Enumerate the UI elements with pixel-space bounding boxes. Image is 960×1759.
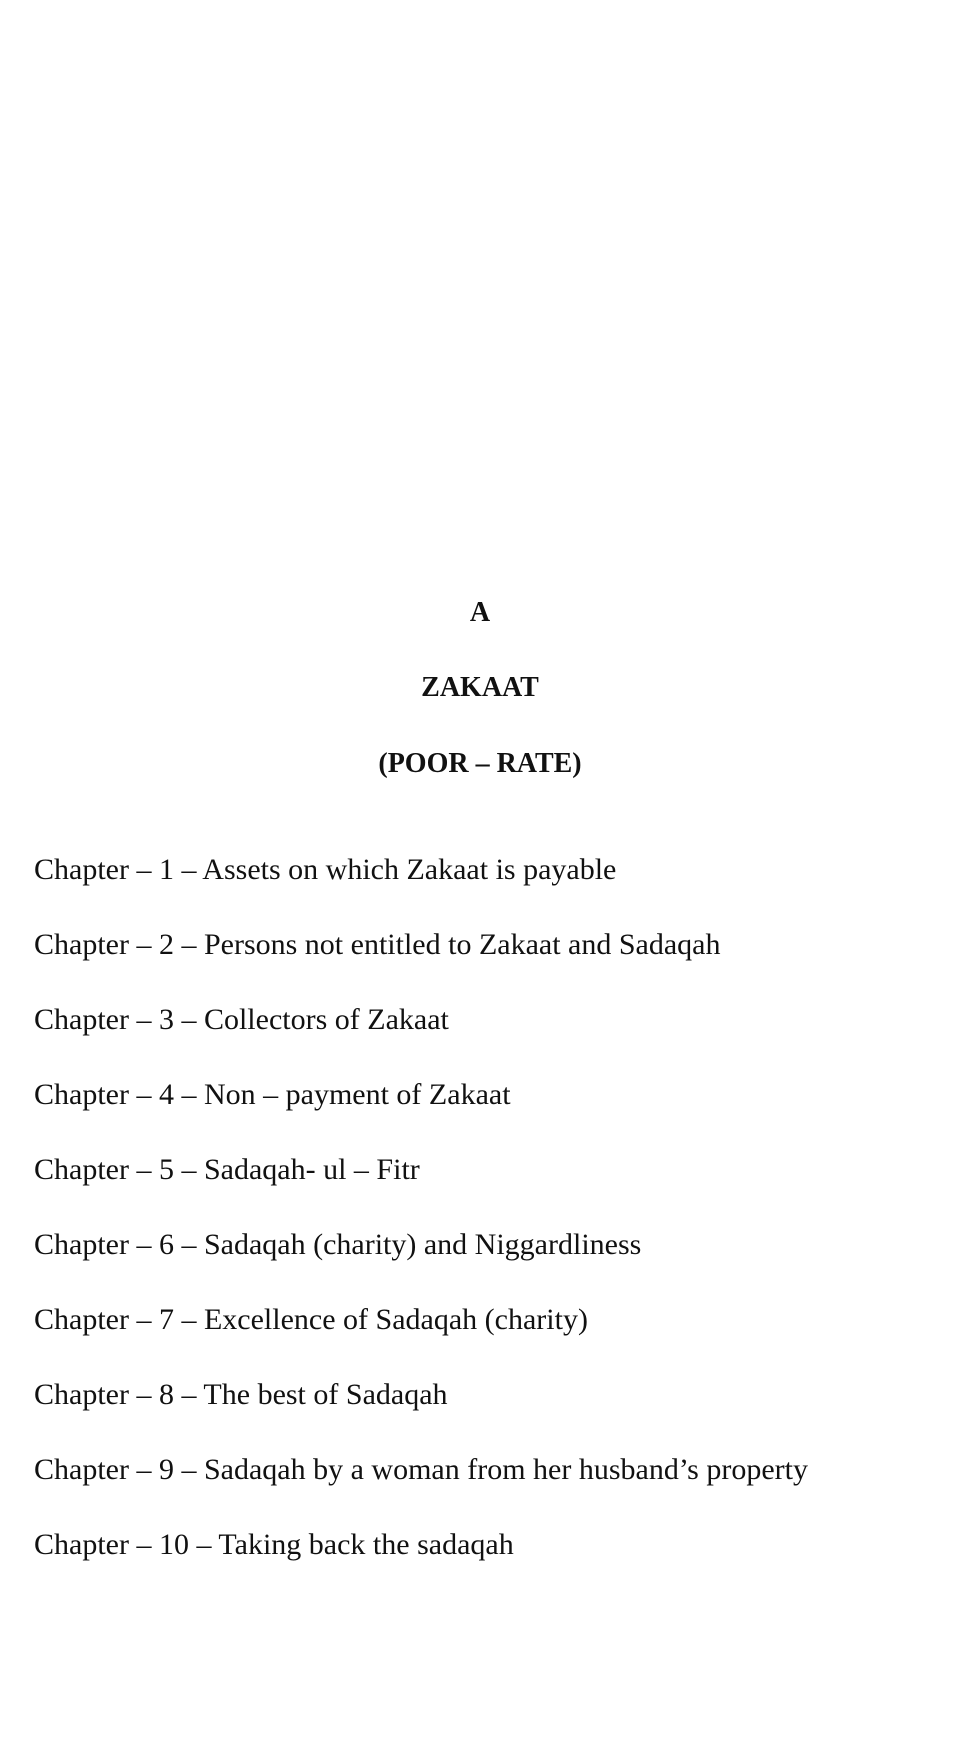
chapter-item-4: Chapter – 4 – Non – payment of Zakaat xyxy=(34,1078,511,1111)
chapter-item-2: Chapter – 2 – Persons not entitled to Zakaat and Sadaqah xyxy=(34,928,721,961)
chapter-item-8: Chapter – 8 – The best of Sadaqah xyxy=(34,1378,448,1411)
chapter-item-6: Chapter – 6 – Sadaqah (charity) and Niggardliness xyxy=(34,1228,642,1261)
chapter-item-9: Chapter – 9 – Sadaqah by a woman from her husband’s property xyxy=(34,1453,808,1486)
chapter-item-10: Chapter – 10 – Taking back the sadaqah xyxy=(34,1528,514,1561)
chapter-item-7: Chapter – 7 – Excellence of Sadaqah (charity) xyxy=(34,1303,588,1336)
section-letter: A xyxy=(469,597,491,628)
page-subtitle: (POOR – RATE) xyxy=(378,748,582,779)
chapter-item-5: Chapter – 5 – Sadaqah- ul – Fitr xyxy=(34,1153,420,1186)
chapter-item-3: Chapter – 3 – Collectors of Zakaat xyxy=(34,1003,449,1036)
page-title: ZAKAAT xyxy=(421,672,539,703)
chapter-item-1: Chapter – 1 – Assets on which Zakaat is payable xyxy=(34,853,617,886)
